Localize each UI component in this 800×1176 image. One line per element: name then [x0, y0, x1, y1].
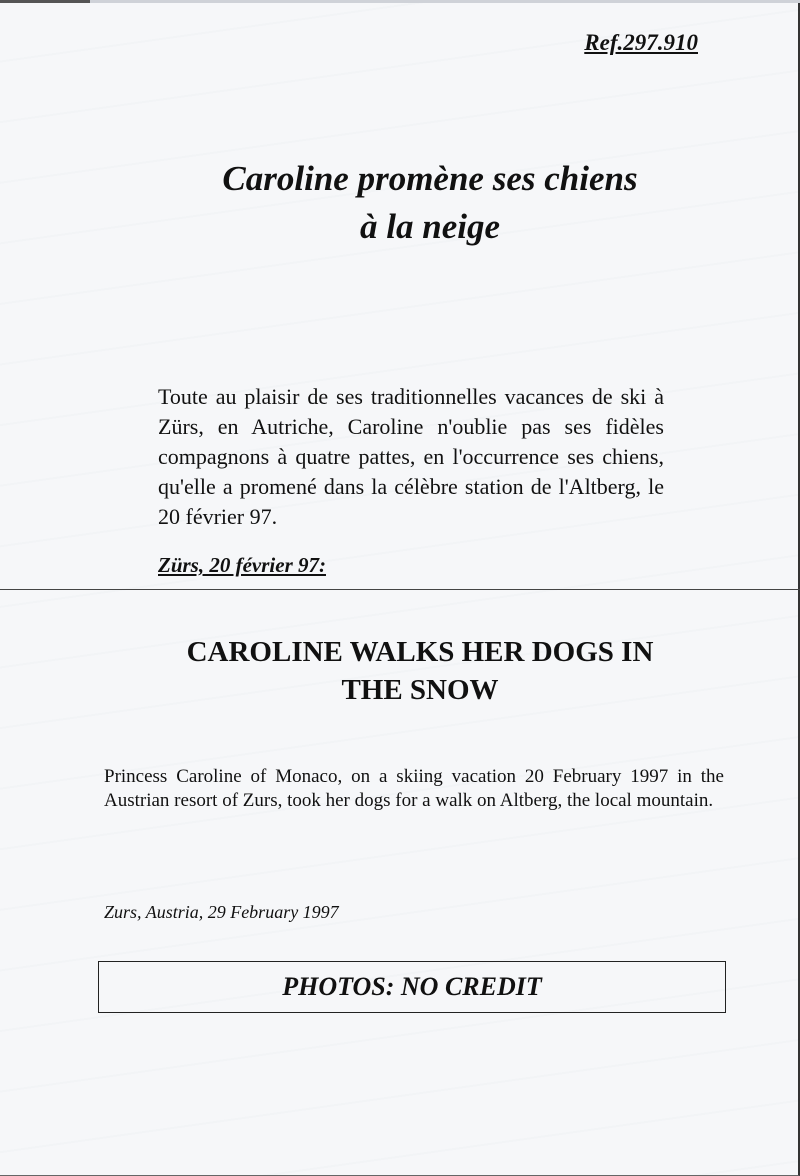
english-headline-line-1: CAROLINE WALKS HER DOGS IN [186, 636, 654, 668]
section-divider [0, 589, 800, 590]
scan-top-edge [0, 0, 800, 3]
english-caption [104, 765, 724, 813]
reference-number: Ref.297.910 [584, 30, 698, 55]
english-headline-line-2: THE SNOW [341, 674, 499, 706]
english-headline [0, 633, 800, 709]
french-headline [0, 155, 800, 251]
photo-credit-text: PHOTOS: NO CREDIT [282, 972, 542, 1001]
english-caption-text: Princess Caroline of Monaco, on a skiing vacation 20 February 1997 in the Austrian resort of Zurs, took her dogs for a walk on Altberg, the local mountain. [104, 766, 724, 811]
french-headline-line-2: à la neige [360, 207, 500, 246]
french-headline-line-1: Caroline promène ses chiens [222, 159, 638, 198]
french-caption [158, 382, 664, 532]
english-dateline: Zurs, Austria, 29 February 1997 [104, 902, 339, 922]
photo-credit-box [98, 961, 726, 1013]
french-dateline: Zürs, 20 février 97: [158, 553, 326, 577]
french-caption-text: Toute au plaisir de ses traditionnelles vacances de ski à Zürs, en Autriche, Caroline n'oublie pas ses fidèles compagnons à quatre pattes, en l'occurrence ses chiens, qu'elle a promené dans la célèbre station de l'Altberg, le 20 février 97. [158, 384, 664, 529]
